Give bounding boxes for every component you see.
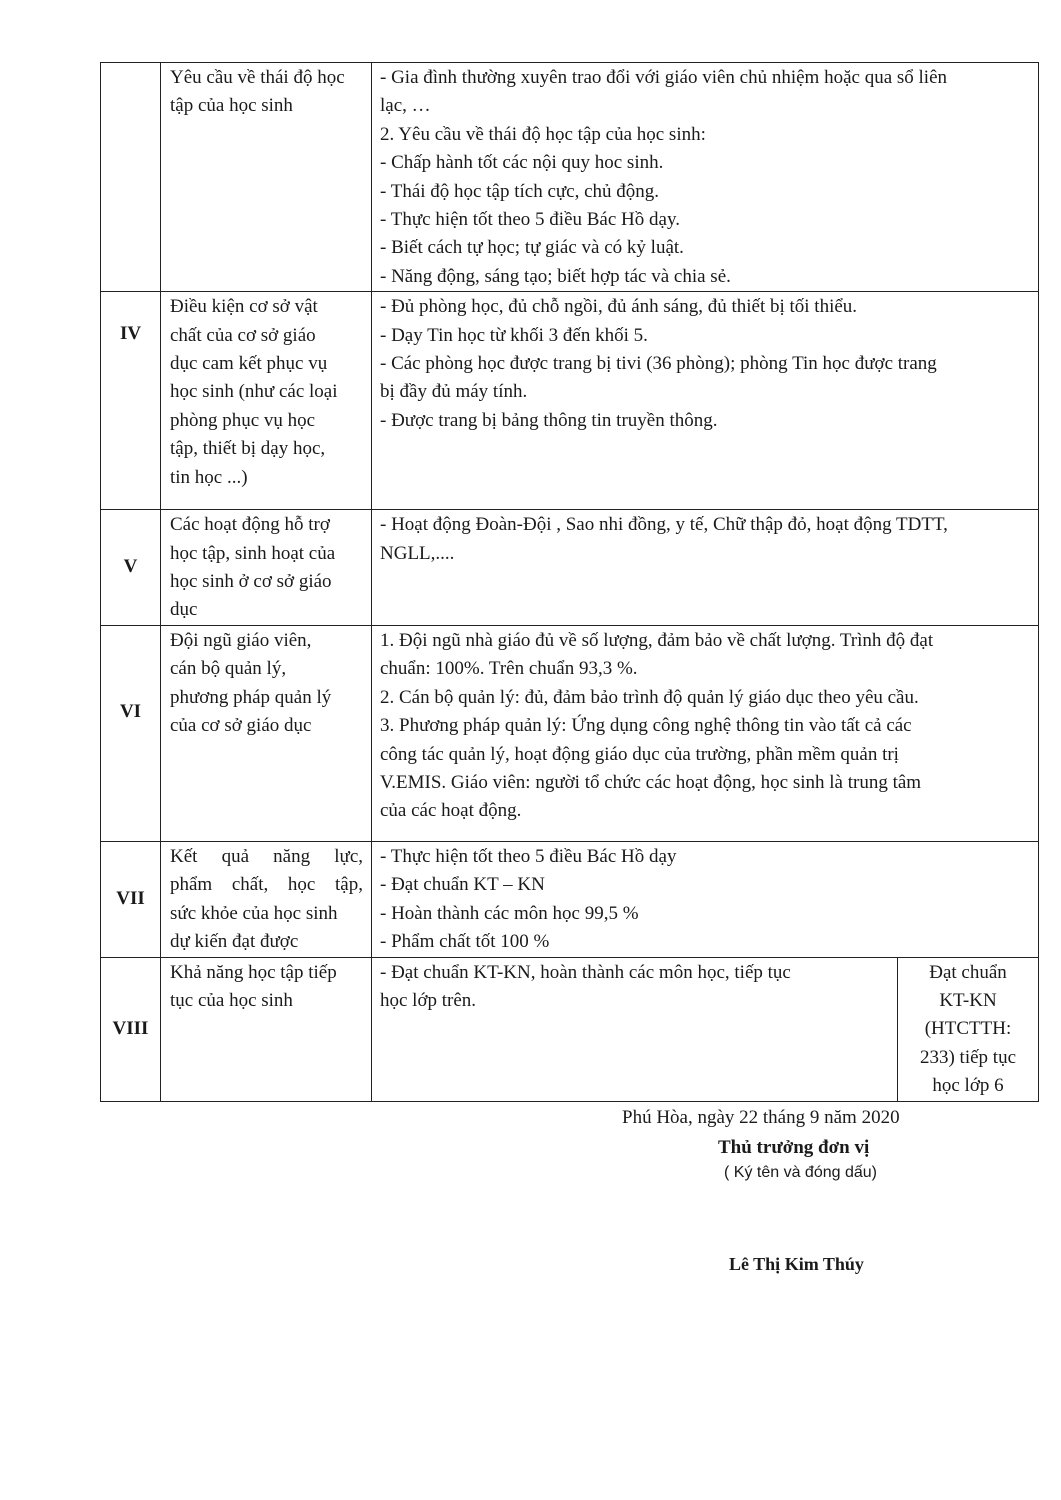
content-line: 2. Yêu cầu về thái độ học tập của học sinh: — [380, 123, 706, 145]
table-row — [101, 63, 1039, 292]
row-number: VI — [101, 625, 161, 841]
content-line: - Hoạt động Đoàn-Đội , Sao nhi đồng, y tế, Chữ thập đỏ, hoạt động TDTT, — [380, 514, 948, 536]
item-line: phẩm chất, học tập, — [170, 874, 363, 896]
item-line: dục — [170, 599, 198, 621]
item-line: sức khỏe của học sinh — [170, 902, 338, 924]
content-line: - Gia đình thường xuyên trao đổi với giáo viên chủ nhiệm hoặc qua sổ liên — [380, 67, 948, 88]
content-line: - Đủ phòng học, đủ chỗ ngồi, đủ ánh sáng, đủ thiết bị tối thiểu. — [380, 296, 858, 318]
row-item — [161, 510, 372, 626]
content-split — [380, 958, 1038, 1101]
item-line: dự kiến đạt được — [170, 931, 299, 953]
item-line: phương pháp quản lý — [170, 686, 332, 708]
row-content — [372, 292, 1039, 510]
content-line: - Đạt chuẩn KT-KN, hoàn thành các môn học, tiếp tục — [380, 961, 791, 983]
item-line: chất của cơ sở giáo — [170, 324, 316, 346]
item-line: Yêu cầu về thái độ học — [170, 67, 345, 88]
place-date: Phú Hòa, ngày 22 tháng 9 năm 2020 — [622, 1107, 900, 1128]
row-number: VII — [101, 841, 161, 957]
table-row — [101, 292, 1039, 510]
row-item — [161, 841, 372, 957]
row-number: VIII — [101, 957, 161, 1101]
table-row — [101, 625, 1039, 841]
content-main — [380, 958, 898, 1101]
item-line: tập của học sinh — [170, 95, 293, 117]
content-line: - Thực hiện tốt theo 5 điều Bác Hồ dạy. — [380, 209, 680, 231]
side-line: (HTCTTH: — [924, 1018, 1012, 1040]
row-number: V — [101, 510, 161, 626]
row-item — [161, 63, 372, 292]
content-line: chuẩn: 100%. Trên chuẩn 93,3 %. — [380, 658, 638, 680]
side-line: 233) tiếp tục — [919, 1046, 1017, 1068]
content-line: V.EMIS. Giáo viên: người tổ chức các hoạt động, học sinh là trung tâm — [380, 771, 922, 793]
item-line: học tập, sinh hoạt của — [170, 542, 336, 564]
row-content — [372, 63, 1039, 292]
table-row — [101, 510, 1039, 626]
row-item — [161, 625, 372, 841]
content-line: - Các phòng học được trang bị tivi (36 phòng); phòng Tin học được trang — [380, 353, 937, 375]
row-number: IV — [101, 292, 161, 510]
content-line: NGLL,.... — [380, 542, 455, 564]
row-item — [161, 957, 372, 1101]
signature-note: ( Ký tên và đóng dấu) — [724, 1164, 877, 1181]
item-line: phòng phục vụ học — [170, 409, 316, 431]
item-line: tập, thiết bị dạy học, — [170, 438, 326, 460]
side-note — [898, 958, 1039, 1101]
side-line: Đạt chuẩn — [929, 961, 1007, 983]
item-line: Kết quả năng lực, — [170, 845, 363, 867]
content-line: bị đầy đủ máy tính. — [380, 381, 528, 403]
content-line: học lớp trên. — [380, 989, 477, 1011]
content-line: - Được trang bị bảng thông tin truyền thông. — [380, 409, 718, 431]
item-line: dục cam kết phục vụ — [170, 353, 328, 375]
side-line: KT-KN — [939, 989, 997, 1011]
content-line: lạc, … — [380, 95, 431, 117]
content-line: 1. Đội ngũ nhà giáo đủ về số lượng, đảm bảo về chất lượng. Trình độ đạt — [380, 629, 934, 651]
table-row — [101, 841, 1039, 957]
content-line: 3. Phương pháp quản lý: Ứng dụng công nghệ thông tin vào tất cả các — [380, 715, 912, 737]
content-line: 2. Cán bộ quản lý: đủ, đảm bảo trình độ quản lý giáo dục theo yêu cầu. — [380, 686, 919, 708]
row-number — [101, 63, 161, 292]
content-line: - Dạy Tin học từ khối 3 đến khối 5. — [380, 324, 648, 346]
item-line: học sinh (như các loại — [170, 381, 338, 403]
item-line: của cơ sở giáo dục — [170, 715, 312, 737]
signer-name: Lê Thị Kim Thúy — [729, 1254, 864, 1274]
content-line: - Đạt chuẩn KT – KN — [380, 874, 545, 896]
content-line: - Phẩm chất tốt 100 % — [380, 931, 550, 953]
item-line: Các hoạt động hỗ trợ — [170, 514, 330, 536]
plan-table — [100, 62, 1039, 1102]
item-line: Điều kiện cơ sở vật — [170, 296, 318, 318]
signature-title: Thủ trưởng đơn vị — [718, 1137, 870, 1158]
content-line: - Thực hiện tốt theo 5 điều Bác Hồ dạy — [380, 845, 677, 867]
row-item — [161, 292, 372, 510]
item-line: Đội ngũ giáo viên, — [170, 629, 312, 651]
content-line: - Năng động, sáng tạo; biết hợp tác và chia sẻ. — [380, 265, 731, 287]
content-line: - Biết cách tự học; tự giác và có kỷ luật. — [380, 237, 684, 259]
content-line: - Thái độ học tập tích cực, chủ động. — [380, 180, 660, 202]
row-content — [372, 625, 1039, 841]
row-content — [372, 510, 1039, 626]
content-line: - Hoàn thành các môn học 99,5 % — [380, 902, 639, 924]
content-line: công tác quản lý, hoạt động giáo dục của trường, phần mềm quản trị — [380, 743, 899, 765]
item-line: Khả năng học tập tiếp — [170, 961, 337, 983]
item-line: cán bộ quản lý, — [170, 658, 287, 680]
content-line: - Chấp hành tốt các nội quy hoc sinh. — [380, 152, 664, 174]
table-row — [101, 957, 1039, 1101]
item-line: tục của học sinh — [170, 989, 293, 1011]
item-line: học sinh ở cơ sở giáo — [170, 571, 332, 593]
content-line: của các hoạt động. — [380, 800, 522, 822]
side-line: học lớp 6 — [932, 1075, 1004, 1097]
item-line: tin học ...) — [170, 466, 248, 488]
row-content — [372, 957, 1039, 1101]
row-content — [372, 841, 1039, 957]
